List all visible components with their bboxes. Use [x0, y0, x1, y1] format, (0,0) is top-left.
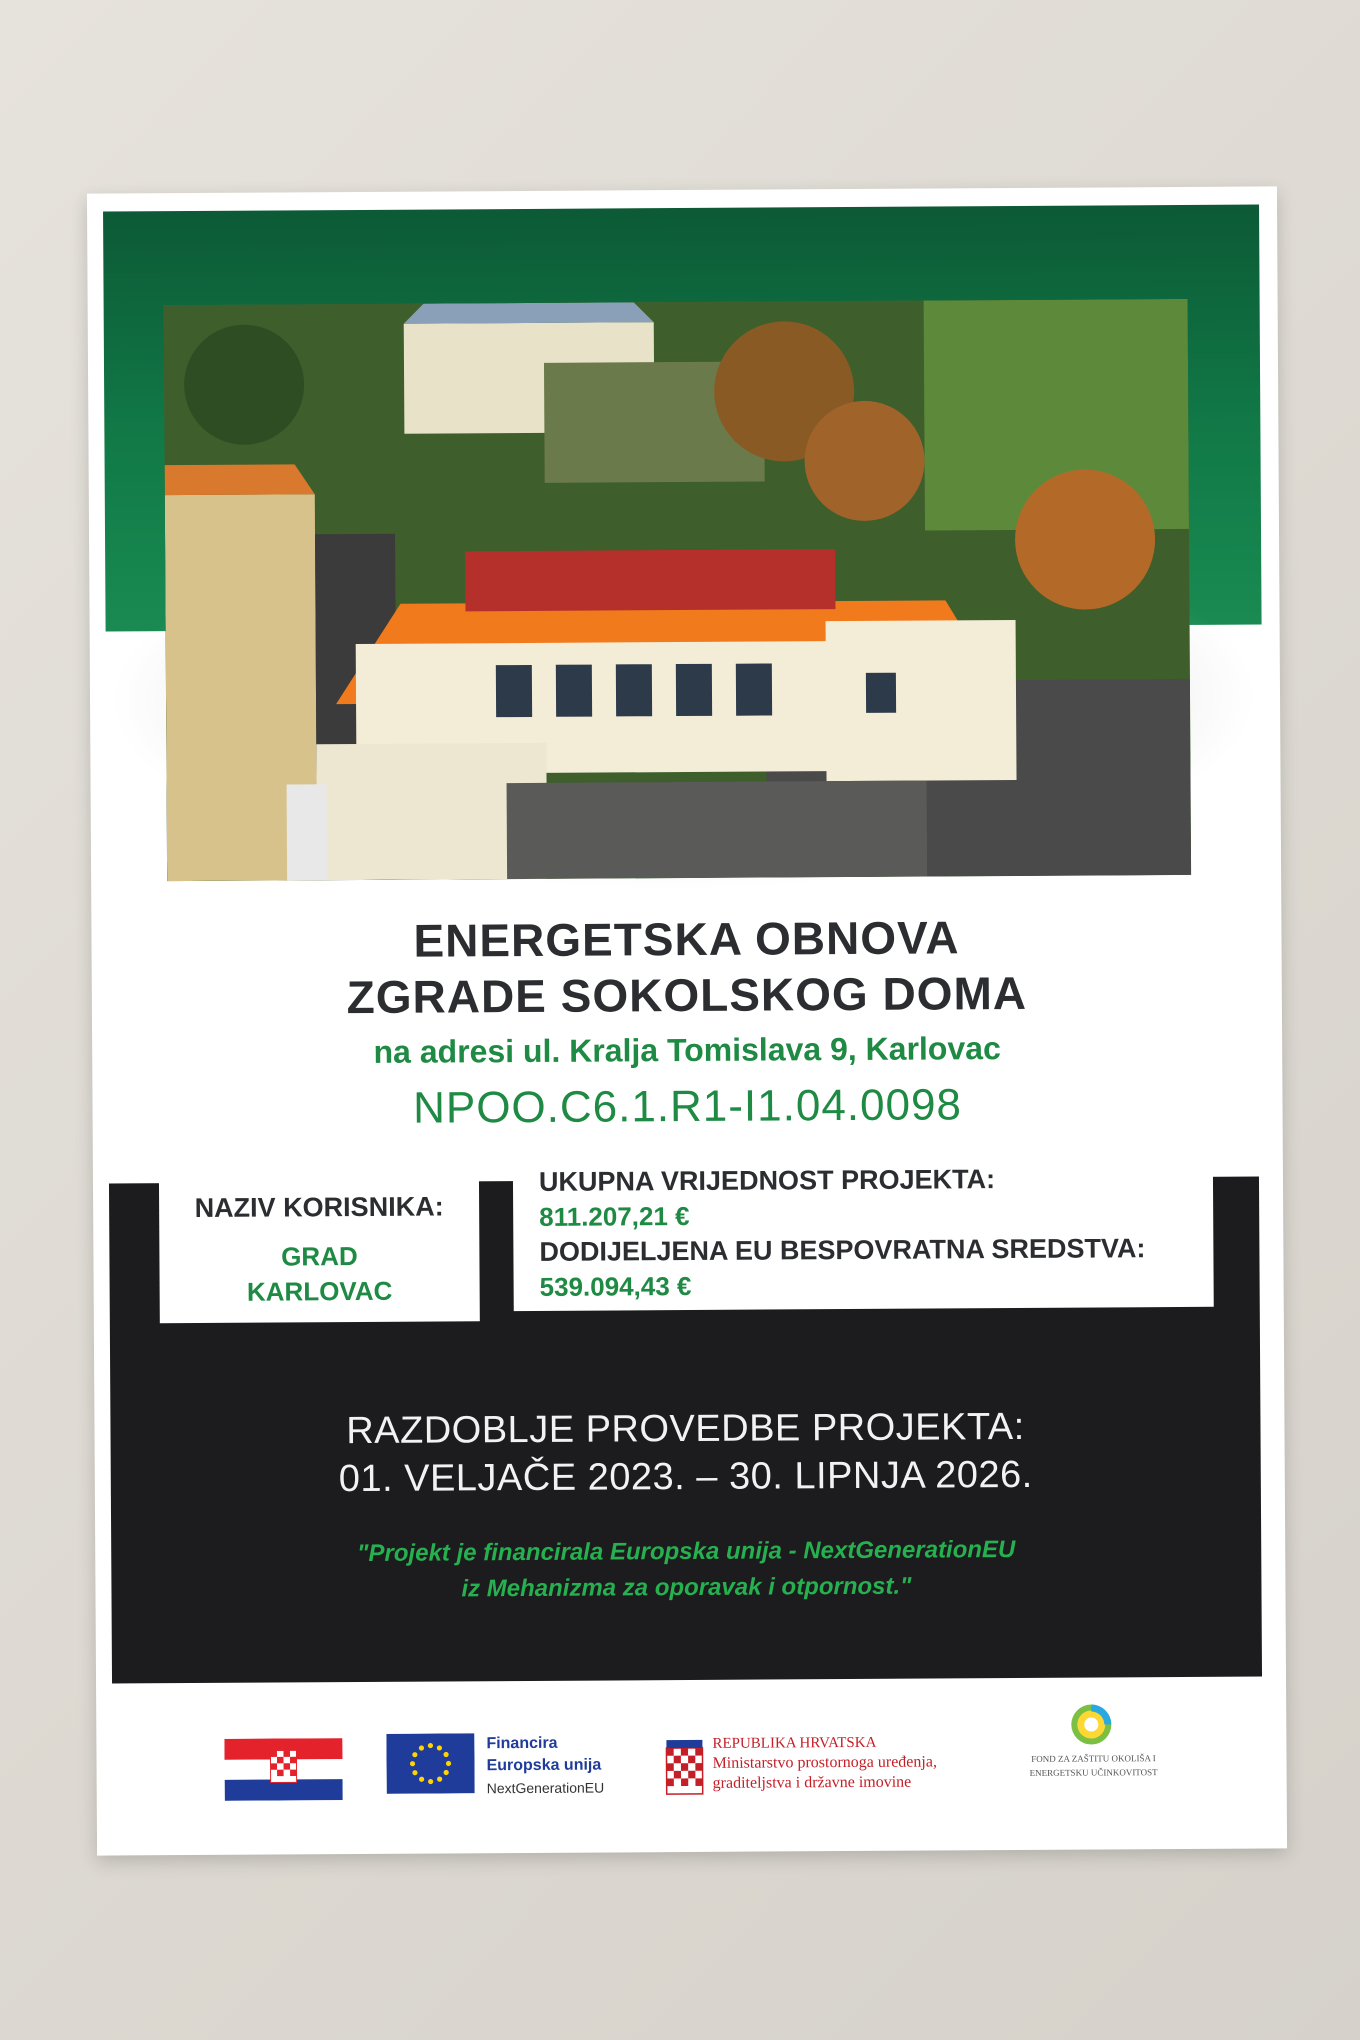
ministry-text: [712, 1732, 937, 1793]
building-aerial-photo: [164, 299, 1191, 881]
fund-line-1: FOND ZA ZAŠTITU OKOLIŠA I: [1031, 1753, 1156, 1764]
address-subtitle: na adresi ul. Kralja Tomislava 9, Karlovac: [373, 1030, 1001, 1070]
eu-funds-label: DODIJELJENA EU BESPOVRATNA SREDSTVA:: [539, 1233, 1146, 1267]
ministry-line-3: graditeljstva i državne imovine: [712, 1773, 912, 1792]
project-values-box: [513, 1157, 1214, 1311]
eu-funding-text: [486, 1733, 604, 1800]
ministry-line-1: REPUBLIKA HRVATSKA: [712, 1734, 877, 1752]
title-line-2: ZGRADE SOKOLSKOG DOMA: [346, 966, 1028, 1024]
beneficiary-label: NAZIV KORISNIKA:: [194, 1191, 444, 1224]
eu-line-2: Europska unija: [486, 1756, 602, 1775]
eu-flag-icon: [386, 1733, 474, 1794]
fund-line-2: ENERGETSKU UČINKOVITOST: [1029, 1767, 1158, 1778]
beneficiary-box: [159, 1171, 480, 1323]
poster: [87, 186, 1287, 1855]
total-value: 811.207,21 €: [539, 1200, 690, 1232]
total-value-label: UKUPNA VRIJEDNOST PROJEKTA:: [538, 1164, 996, 1197]
ministry-line-2: Ministarstvo prostornoga uređenja,: [712, 1753, 937, 1772]
logo-strip: [96, 1696, 1287, 1823]
eu-line-3: NextGenerationEU: [486, 1779, 605, 1797]
period-dates: 01. VELJAČE 2023. – 30. LIPNJA 2026.: [338, 1453, 1033, 1501]
title-line-1: ENERGETSKA OBNOVA: [413, 911, 960, 967]
beneficiary-name-line2: KARLOVAC: [246, 1275, 393, 1307]
building-illustration: [164, 299, 1191, 881]
croatian-coat-of-arms-icon: [664, 1738, 704, 1796]
funding-quote-line-1: "Projekt je financirala Europska unija - NextGenerationEU: [357, 1536, 1016, 1568]
fund-text: [1028, 1751, 1158, 1780]
croatian-flag-icon: [224, 1738, 342, 1801]
eu-funds-value: 539.094,43 €: [539, 1270, 692, 1302]
period-label: RAZDOBLJE PROVEDBE PROJEKTA:: [346, 1405, 1025, 1453]
beneficiary-name-line1: GRAD: [281, 1241, 358, 1272]
eu-line-1: Financira: [486, 1734, 558, 1753]
funding-quote-line-2: iz Mehanizma za oporavak i otpornost.": [461, 1572, 912, 1603]
project-code: NPOO.C6.1.R1-I1.04.0098: [412, 1080, 963, 1133]
fund-logo-icon: [1068, 1701, 1114, 1747]
